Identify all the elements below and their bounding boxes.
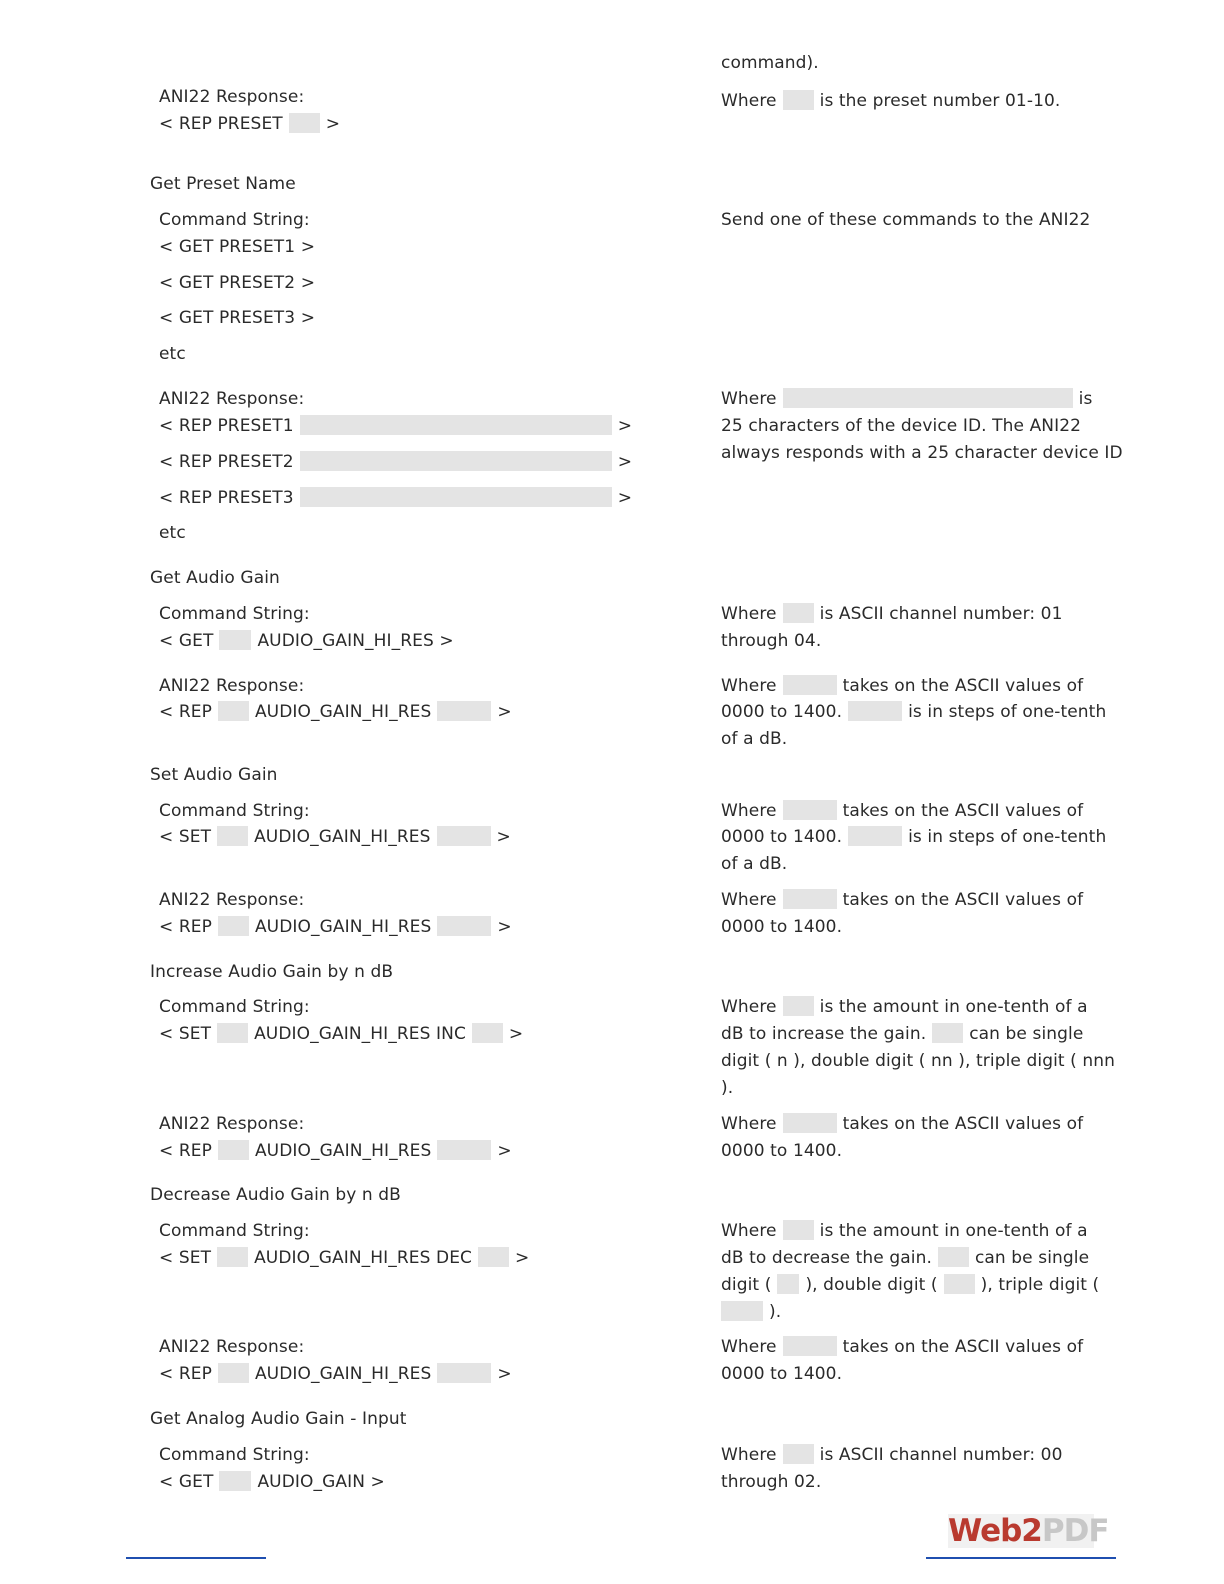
placeholder: [300, 487, 612, 507]
placeholder: [437, 701, 491, 721]
section-heading: Set Audio Gain: [150, 765, 278, 785]
placeholder: [783, 388, 1073, 408]
placeholder: [783, 1220, 814, 1240]
placeholder: [218, 701, 249, 721]
footer-divider-right: [926, 1557, 1116, 1559]
command-label: Command String:: [159, 210, 310, 230]
placeholder: [217, 1247, 248, 1267]
placeholder: [300, 415, 612, 435]
command-label: Command String:: [159, 604, 310, 624]
response-string: < REP AUDIO_GAIN_HI_RES >: [159, 1364, 512, 1384]
command-description: Where takes on the ASCII values of: [721, 801, 1084, 821]
placeholder: [944, 1274, 975, 1294]
response-string: < REP PRESET3 >: [159, 488, 633, 508]
placeholder: [217, 826, 248, 846]
command-description: dB to decrease the gain. can be single: [721, 1248, 1090, 1268]
footer-divider-left: [126, 1557, 266, 1559]
response-description: Where takes on the ASCII values of: [721, 1114, 1084, 1134]
response-description: Where is: [721, 389, 1093, 409]
command-description: Where is the amount in one-tenth of a: [721, 997, 1088, 1017]
command-description: of a dB.: [721, 854, 788, 874]
response-description: 25 characters of the device ID. The ANI22: [721, 416, 1082, 436]
command-description: ).: [721, 1301, 781, 1323]
placeholder: [932, 1023, 963, 1043]
placeholder: [848, 826, 902, 846]
response-string: < REP AUDIO_GAIN_HI_RES >: [159, 1141, 512, 1161]
command-label: Command String:: [159, 801, 310, 821]
command-description: Where is ASCII channel number: 00: [721, 1445, 1063, 1465]
response-label: ANI22 Response:: [159, 890, 305, 910]
command-string: < SET AUDIO_GAIN_HI_RES DEC >: [159, 1248, 530, 1268]
response-description: Where takes on the ASCII values of: [721, 890, 1084, 910]
preset-response-description: Where is the preset number 01-10.: [721, 91, 1061, 111]
command-label: Command String:: [159, 997, 310, 1017]
placeholder: [783, 800, 837, 820]
response-label: ANI22 Response:: [159, 676, 305, 696]
command-string: < GET PRESET3 >: [159, 308, 316, 328]
placeholder: [478, 1247, 509, 1267]
etc-text: etc: [159, 344, 186, 364]
command-string: < GET PRESET1 >: [159, 237, 316, 257]
placeholder: [218, 1363, 249, 1383]
placeholder: [219, 1471, 251, 1491]
placeholder: [217, 1023, 248, 1043]
response-label: ANI22 Response:: [159, 87, 305, 107]
placeholder: [721, 1301, 763, 1321]
command-description: Where is the amount in one-tenth of a: [721, 1221, 1088, 1241]
command-string: < SET AUDIO_GAIN_HI_RES INC >: [159, 1024, 524, 1044]
section-heading: Get Preset Name: [150, 174, 296, 194]
command-description: dB to increase the gain. can be single: [721, 1024, 1084, 1044]
response-description: 0000 to 1400.: [721, 917, 843, 937]
response-description: of a dB.: [721, 729, 788, 749]
response-label: ANI22 Response:: [159, 1114, 305, 1134]
response-description: always responds with a 25 character device ID: [721, 443, 1123, 463]
etc-text: etc: [159, 523, 186, 543]
command-description: digit ( n ), double digit ( nn ), triple digit ( nnn: [721, 1051, 1116, 1071]
web2pdf-logo: Web2PDF: [948, 1513, 1109, 1549]
command-string: < GET PRESET2 >: [159, 273, 316, 293]
response-label: ANI22 Response:: [159, 389, 305, 409]
placeholder: [783, 1113, 837, 1133]
placeholder: [783, 1444, 814, 1464]
response-description: Where takes on the ASCII values of: [721, 1337, 1084, 1357]
response-string: < REP PRESET >: [159, 114, 341, 134]
placeholder: [437, 916, 491, 936]
placeholder: [472, 1023, 503, 1043]
command-label: Command String:: [159, 1445, 310, 1465]
placeholder: [783, 603, 814, 623]
response-string: < REP PRESET1 >: [159, 416, 633, 436]
command-description: ).: [721, 1078, 734, 1098]
placeholder: [219, 630, 251, 650]
placeholder: [218, 916, 249, 936]
placeholder: [783, 675, 837, 695]
response-string: < REP PRESET2 >: [159, 452, 633, 472]
command-label: Command String:: [159, 1221, 310, 1241]
placeholder: [300, 451, 612, 471]
placeholder: [783, 996, 814, 1016]
placeholder: [437, 826, 491, 846]
response-description: 0000 to 1400.: [721, 1141, 843, 1161]
response-string: < REP AUDIO_GAIN_HI_RES >: [159, 702, 512, 722]
command-string: < GET AUDIO_GAIN_HI_RES >: [159, 631, 454, 651]
placeholder: [289, 113, 320, 133]
command-string: < GET AUDIO_GAIN >: [159, 1472, 385, 1492]
command-description: Where is ASCII channel number: 01: [721, 604, 1063, 624]
response-description: 0000 to 1400. is in steps of one-tenth: [721, 702, 1107, 722]
placeholder: [848, 701, 902, 721]
response-description: 0000 to 1400.: [721, 1364, 843, 1384]
command-description: 0000 to 1400. is in steps of one-tenth: [721, 827, 1107, 847]
section-heading: Get Audio Gain: [150, 568, 280, 588]
preset-command-tail: command).: [721, 53, 819, 73]
placeholder: [938, 1247, 969, 1267]
placeholder: [783, 90, 814, 110]
command-description: through 02.: [721, 1472, 822, 1492]
command-string: < SET AUDIO_GAIN_HI_RES >: [159, 827, 511, 847]
command-description: Send one of these commands to the ANI22: [721, 210, 1091, 230]
placeholder: [783, 889, 837, 909]
response-description: Where takes on the ASCII values of: [721, 676, 1084, 696]
placeholder: [777, 1274, 799, 1294]
placeholder: [783, 1336, 837, 1356]
command-description: digit ( ), double digit ( ), triple digit (: [721, 1275, 1100, 1295]
placeholder: [437, 1140, 491, 1160]
section-heading: Decrease Audio Gain by n dB: [150, 1185, 401, 1205]
section-heading: Get Analog Audio Gain - Input: [150, 1409, 407, 1429]
response-string: < REP AUDIO_GAIN_HI_RES >: [159, 917, 512, 937]
command-description: through 04.: [721, 631, 822, 651]
response-label: ANI22 Response:: [159, 1337, 305, 1357]
placeholder: [437, 1363, 491, 1383]
section-heading: Increase Audio Gain by n dB: [150, 962, 394, 982]
placeholder: [218, 1140, 249, 1160]
